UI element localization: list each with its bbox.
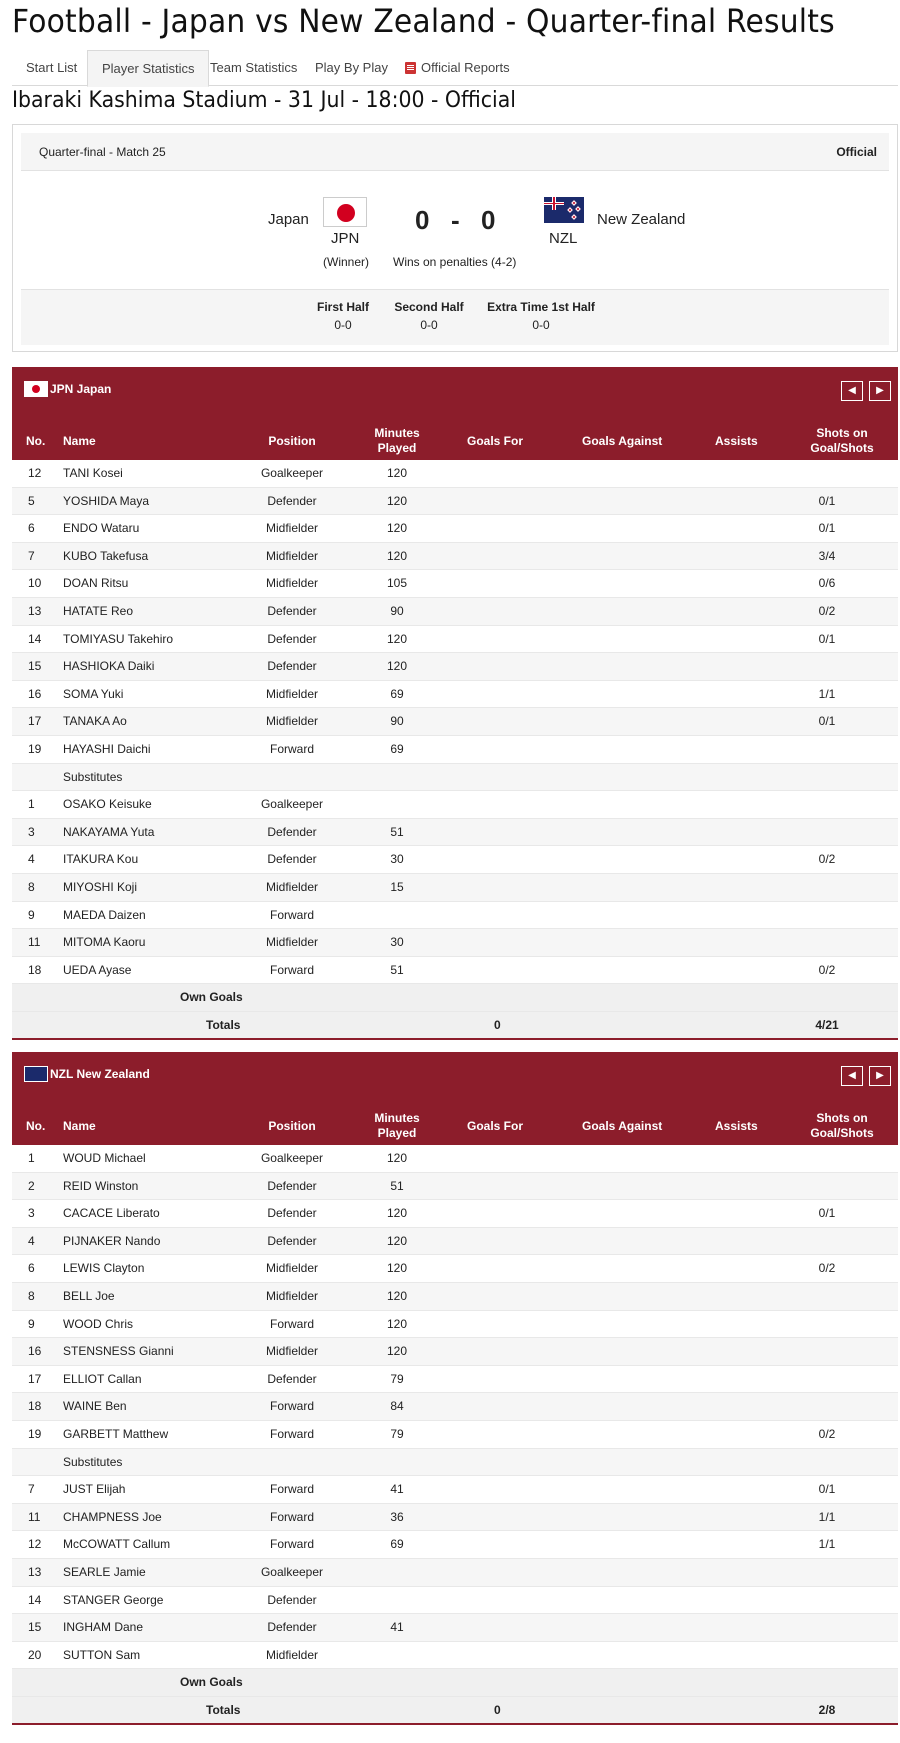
col-assists: Assists xyxy=(715,1119,758,1133)
player-position: Forward xyxy=(269,1399,314,1414)
new-zealand-flag-icon xyxy=(544,197,584,223)
player-position: Forward xyxy=(269,962,314,977)
minutes-played: 41 xyxy=(390,1620,404,1635)
table-row xyxy=(12,1531,898,1559)
pdf-icon xyxy=(405,62,416,74)
col-goals-against: Goals Against xyxy=(582,434,663,448)
minutes-played: 69 xyxy=(390,742,404,756)
player-name[interactable]: STANGER George xyxy=(63,1592,164,1607)
japan-flag-icon xyxy=(24,381,48,397)
player-number: 13 xyxy=(28,1565,42,1579)
player-position: Forward xyxy=(269,742,314,756)
player-position: Midfielder xyxy=(265,935,319,950)
totals-goals-for: 0 xyxy=(494,1018,501,1032)
player-number: 15 xyxy=(28,1620,42,1635)
away-team-code: NZL xyxy=(549,230,578,247)
col-minutes: Minutes Played xyxy=(374,426,420,455)
table-row xyxy=(12,653,898,681)
player-number: 7 xyxy=(28,548,35,563)
player-position: Midfielder xyxy=(265,548,319,563)
player-number: 6 xyxy=(28,521,35,536)
player-name[interactable]: ENDO Wataru xyxy=(63,521,140,536)
table-row xyxy=(12,819,898,847)
totals-shots: 4/21 xyxy=(815,1018,839,1032)
table-row xyxy=(12,1145,898,1173)
totals-goals-for: 0 xyxy=(494,1703,501,1717)
player-number: 3 xyxy=(28,1206,35,1221)
player-position: Forward xyxy=(269,1427,314,1441)
player-name[interactable]: MITOMA Kaoru xyxy=(63,935,146,950)
match-header xyxy=(21,133,889,171)
table-row xyxy=(12,874,898,902)
player-number: 19 xyxy=(28,1427,42,1441)
table-row xyxy=(12,902,898,930)
table-row xyxy=(12,1338,898,1366)
tab-play-by-play[interactable]: Play By Play xyxy=(315,60,388,75)
match-round: Quarter-final - Match 25 xyxy=(39,145,166,159)
table-row xyxy=(12,460,898,488)
japan-flag-icon xyxy=(323,197,367,227)
home-team-name: Japan xyxy=(268,211,309,228)
player-name[interactable]: HATATE Reo xyxy=(63,604,134,618)
player-position: Forward xyxy=(269,1482,314,1497)
score-separator: - xyxy=(451,205,460,235)
new-zealand-flag-icon xyxy=(24,1066,48,1082)
shots-on-goal: 0/1 xyxy=(818,1206,836,1221)
player-name[interactable]: CACACE Liberato xyxy=(63,1206,160,1221)
player-position: Forward xyxy=(269,1509,314,1524)
substitutes-label: Substitutes xyxy=(63,1454,123,1469)
team-title: NZL New Zealand xyxy=(24,1066,150,1082)
player-name[interactable]: WOOD Chris xyxy=(63,1316,133,1331)
player-number: 13 xyxy=(28,604,42,618)
player-position: Defender xyxy=(267,852,317,867)
player-name[interactable]: CHAMPNESS Joe xyxy=(63,1509,162,1524)
winner-note: (Winner) xyxy=(323,255,370,269)
table-row xyxy=(12,681,898,709)
table-row xyxy=(12,1559,898,1587)
totals-shots: 2/8 xyxy=(818,1703,836,1717)
table-row xyxy=(12,1587,898,1615)
minutes-played: 120 xyxy=(386,1233,408,1248)
shots-on-goal: 1/1 xyxy=(818,1537,836,1552)
match-summary xyxy=(12,124,898,352)
minutes-played: 120 xyxy=(386,1289,408,1303)
table-row xyxy=(12,736,898,764)
player-number: 7 xyxy=(28,1482,35,1497)
player-number: 16 xyxy=(28,686,42,701)
player-position: Midfielder xyxy=(265,521,319,536)
player-name[interactable]: GARBETT Matthew xyxy=(63,1427,169,1441)
minutes-played: 41 xyxy=(390,1482,404,1497)
player-name[interactable]: KUBO Takefusa xyxy=(63,548,149,563)
table-row xyxy=(12,1421,898,1449)
player-position: Forward xyxy=(269,1537,314,1552)
player-number: 1 xyxy=(28,797,35,812)
player-position: Goalkeeper xyxy=(260,797,324,812)
away-score: 0 xyxy=(481,205,496,235)
table-row xyxy=(12,598,898,626)
substitutes-label: Substitutes xyxy=(63,769,123,784)
player-position: Midfielder xyxy=(265,1344,319,1359)
player-number: 14 xyxy=(28,631,42,646)
player-number: 17 xyxy=(28,714,42,729)
table-row xyxy=(12,1476,898,1504)
period-extra-time-1st-half: Extra Time 1st Half 0-0 xyxy=(487,300,595,332)
player-name[interactable]: REID Winston xyxy=(63,1178,139,1193)
col-position: Position xyxy=(268,434,316,448)
table-row xyxy=(12,1614,898,1642)
shots-on-goal: 0/1 xyxy=(818,1482,836,1497)
col-goals-against: Goals Against xyxy=(582,1119,663,1133)
team-title: JPN Japan xyxy=(24,381,111,397)
shots-on-goal: 0/1 xyxy=(818,493,836,508)
player-name[interactable]: DOAN Ritsu xyxy=(63,576,129,591)
player-position: Forward xyxy=(269,907,314,922)
penalties-note: Wins on penalties (4-2) xyxy=(393,255,517,269)
minutes-played: 69 xyxy=(390,1537,404,1552)
player-name[interactable]: WOUD Michael xyxy=(63,1151,146,1165)
player-name[interactable]: PIJNAKER Nando xyxy=(63,1233,161,1248)
col-no: No. xyxy=(26,434,46,448)
player-position: Midfielder xyxy=(265,1289,319,1303)
minutes-played: 36 xyxy=(390,1509,404,1524)
minutes-played: 105 xyxy=(386,576,408,591)
totals-row xyxy=(12,1012,898,1040)
shots-on-goal: 0/2 xyxy=(818,962,836,977)
player-number: 12 xyxy=(28,466,42,480)
chevron-left-icon[interactable]: ◀ xyxy=(841,381,863,401)
shots-on-goal: 0/1 xyxy=(818,521,836,536)
shots-on-goal: 0/1 xyxy=(818,631,836,646)
minutes-played: 79 xyxy=(390,1371,404,1386)
minutes-played: 120 xyxy=(386,1261,408,1276)
shots-on-goal: 1/1 xyxy=(818,1509,836,1524)
player-name[interactable]: ITAKURA Kou xyxy=(63,852,139,867)
period-scores xyxy=(21,289,889,345)
shots-on-goal: 0/1 xyxy=(818,714,836,729)
player-name[interactable]: STENSNESS Gianni xyxy=(63,1344,174,1359)
player-number: 4 xyxy=(28,1233,35,1248)
col-position: Position xyxy=(268,1119,316,1133)
player-name[interactable]: TANI Kosei xyxy=(63,466,123,480)
tab-official-reports-label: Official Reports xyxy=(421,60,510,75)
col-shots: Shots on Goal/Shots xyxy=(810,1111,874,1140)
minutes-played: 51 xyxy=(390,1178,404,1193)
tab-bar xyxy=(12,50,898,86)
player-position: Defender xyxy=(267,1620,317,1635)
shots-on-goal: 0/2 xyxy=(818,1427,836,1441)
table-row xyxy=(12,1255,898,1283)
player-position: Midfielder xyxy=(265,1261,319,1276)
player-position: Defender xyxy=(267,631,317,646)
player-position: Defender xyxy=(267,1233,317,1248)
player-number: 20 xyxy=(28,1647,42,1662)
player-name[interactable]: LEWIS Clayton xyxy=(63,1261,145,1276)
period-first-half: First Half 0-0 xyxy=(316,300,369,332)
player-number: 16 xyxy=(28,1344,42,1359)
player-name[interactable]: YOSHIDA Maya xyxy=(63,493,150,508)
player-name[interactable]: MAEDA Daizen xyxy=(63,907,146,922)
minutes-played: 120 xyxy=(386,1206,408,1221)
col-minutes: Minutes Played xyxy=(374,1111,420,1140)
player-position: Midfielder xyxy=(265,1647,319,1662)
minutes-played: 30 xyxy=(390,852,404,867)
own-goals-label: Own Goals xyxy=(180,990,243,1005)
minutes-played: 120 xyxy=(386,1344,408,1359)
player-position: Defender xyxy=(267,659,317,674)
player-name[interactable]: McCOWATT Callum xyxy=(63,1537,171,1552)
table-row xyxy=(12,1311,898,1339)
player-name[interactable]: SOMA Yuki xyxy=(63,686,124,701)
minutes-played: 15 xyxy=(390,880,404,894)
player-number: 15 xyxy=(28,659,42,674)
minutes-played: 84 xyxy=(390,1399,404,1414)
player-position: Defender xyxy=(267,493,317,508)
minutes-played: 90 xyxy=(390,714,404,729)
table-row xyxy=(12,1173,898,1201)
player-number: 8 xyxy=(28,880,35,894)
col-name: Name xyxy=(63,1119,96,1133)
table-row xyxy=(12,1504,898,1532)
match-status: Official xyxy=(836,145,877,159)
shots-on-goal: 0/2 xyxy=(818,604,836,618)
team-header-band xyxy=(12,367,898,460)
minutes-played: 51 xyxy=(390,824,404,839)
player-position: Goalkeeper xyxy=(260,1151,324,1165)
table-row xyxy=(12,957,898,985)
col-no: No. xyxy=(26,1119,46,1133)
minutes-played: 120 xyxy=(386,1151,408,1165)
minutes-played: 51 xyxy=(390,962,404,977)
shots-on-goal: 3/4 xyxy=(818,548,836,563)
home-score: 0 xyxy=(415,205,430,235)
table-row xyxy=(12,515,898,543)
player-number: 12 xyxy=(28,1537,42,1552)
table-row xyxy=(12,1393,898,1421)
table-row xyxy=(12,1283,898,1311)
totals-row xyxy=(12,1697,898,1725)
chevron-right-icon[interactable]: ▶ xyxy=(869,1066,891,1086)
player-position: Defender xyxy=(267,824,317,839)
substitutes-label-row xyxy=(12,1449,898,1477)
col-goals-for: Goals For xyxy=(467,434,524,448)
own-goals-row xyxy=(12,1669,898,1697)
player-number: 19 xyxy=(28,742,42,756)
minutes-played: 90 xyxy=(390,604,404,618)
player-position: Midfielder xyxy=(265,576,319,591)
player-name[interactable]: ELLIOT Callan xyxy=(63,1371,142,1386)
player-name[interactable]: MIYOSHI Koji xyxy=(63,880,138,894)
player-number: 9 xyxy=(28,907,35,922)
shots-on-goal: 0/2 xyxy=(818,1261,836,1276)
player-number: 6 xyxy=(28,1261,35,1276)
player-number: 9 xyxy=(28,1316,35,1331)
player-name[interactable]: TOMIYASU Takehiro xyxy=(63,631,174,646)
table-row xyxy=(12,929,898,957)
player-number: 11 xyxy=(28,1509,41,1524)
player-number: 18 xyxy=(28,1399,42,1414)
player-position: Midfielder xyxy=(265,686,319,701)
player-position: Defender xyxy=(267,1178,317,1193)
player-number: 11 xyxy=(28,935,41,950)
player-name[interactable]: HAYASHI Daichi xyxy=(63,742,151,756)
player-position: Goalkeeper xyxy=(260,466,324,480)
away-team-name: New Zealand xyxy=(597,211,686,228)
home-team-code: JPN xyxy=(331,230,360,247)
player-name[interactable]: OSAKO Keisuke xyxy=(63,797,152,812)
col-assists: Assists xyxy=(715,434,758,448)
shots-on-goal: 0/2 xyxy=(818,852,836,867)
player-number: 8 xyxy=(28,1289,35,1303)
table-row xyxy=(12,570,898,598)
tab-player-statistics[interactable]: Player Statistics xyxy=(87,50,209,87)
col-goals-for: Goals For xyxy=(467,1119,524,1133)
tab-team-statistics[interactable]: Team Statistics xyxy=(210,60,298,75)
venue-line: Ibaraki Kashima Stadium - 31 Jul - 18:00 - Official xyxy=(12,88,516,113)
player-number: 18 xyxy=(28,962,42,977)
table-row xyxy=(12,1228,898,1256)
player-number: 3 xyxy=(28,824,35,839)
table-row xyxy=(12,1200,898,1228)
table-row xyxy=(12,488,898,516)
minutes-played: 120 xyxy=(386,631,408,646)
player-name[interactable]: SUTTON Sam xyxy=(63,1647,141,1662)
table-row xyxy=(12,791,898,819)
player-number: 4 xyxy=(28,852,35,867)
tab-official-reports[interactable] xyxy=(391,50,524,86)
table-row xyxy=(12,708,898,736)
player-name[interactable]: JUST Elijah xyxy=(63,1482,126,1497)
player-number: 2 xyxy=(28,1178,35,1193)
col-shots: Shots on Goal/Shots xyxy=(810,426,874,455)
table-row xyxy=(12,846,898,874)
substitutes-label-row xyxy=(12,764,898,792)
player-name[interactable]: SEARLE Jamie xyxy=(63,1565,146,1579)
minutes-played: 120 xyxy=(386,493,408,508)
minutes-played: 79 xyxy=(390,1427,404,1441)
shots-on-goal: 1/1 xyxy=(818,686,836,701)
minutes-played: 120 xyxy=(386,466,408,480)
player-position: Defender xyxy=(267,1206,317,1221)
own-goals-label: Own Goals xyxy=(180,1675,243,1690)
player-name[interactable]: HASHIOKA Daiki xyxy=(63,659,155,674)
player-number: 17 xyxy=(28,1371,42,1386)
minutes-played: 30 xyxy=(390,935,404,950)
player-number: 1 xyxy=(28,1151,35,1165)
player-number: 5 xyxy=(28,493,35,508)
table-row xyxy=(12,543,898,571)
chevron-right-icon[interactable]: ▶ xyxy=(869,381,891,401)
period-second-half: Second Half 0-0 xyxy=(394,300,464,332)
minutes-played: 69 xyxy=(390,686,404,701)
minutes-played: 120 xyxy=(386,659,408,674)
page-title: Football - Japan vs New Zealand - Quarter-final Results xyxy=(12,2,835,40)
minutes-played: 120 xyxy=(386,521,408,536)
shots-on-goal: 0/6 xyxy=(818,576,836,591)
player-name[interactable]: UEDA Ayase xyxy=(63,962,132,977)
player-name[interactable]: WAINE Ben xyxy=(63,1399,127,1414)
player-name[interactable]: BELL Joe xyxy=(63,1289,115,1303)
table-row xyxy=(12,1366,898,1394)
tab-start-list[interactable]: Start List xyxy=(26,60,78,75)
player-name[interactable]: NAKAYAMA Yuta xyxy=(63,824,155,839)
player-name[interactable]: INGHAM Dane xyxy=(63,1620,144,1635)
player-number: 10 xyxy=(28,576,42,591)
player-name[interactable]: TANAKA Ao xyxy=(63,714,127,729)
player-position: Goalkeeper xyxy=(260,1565,324,1579)
table-row xyxy=(12,626,898,654)
player-position: Midfielder xyxy=(265,880,319,894)
totals-label: Totals xyxy=(206,1018,241,1032)
table-row xyxy=(12,1642,898,1670)
chevron-left-icon[interactable]: ◀ xyxy=(841,1066,863,1086)
player-position: Defender xyxy=(267,1592,317,1607)
own-goals-row xyxy=(12,984,898,1012)
col-name: Name xyxy=(63,434,96,448)
minutes-played: 120 xyxy=(386,1316,408,1331)
player-position: Defender xyxy=(267,604,317,618)
player-position: Defender xyxy=(267,1371,317,1386)
player-number: 14 xyxy=(28,1592,42,1607)
minutes-played: 120 xyxy=(386,548,408,563)
totals-label: Totals xyxy=(206,1703,241,1717)
player-position: Midfielder xyxy=(265,714,319,729)
player-position: Forward xyxy=(269,1316,314,1331)
team-header-band xyxy=(12,1052,898,1145)
